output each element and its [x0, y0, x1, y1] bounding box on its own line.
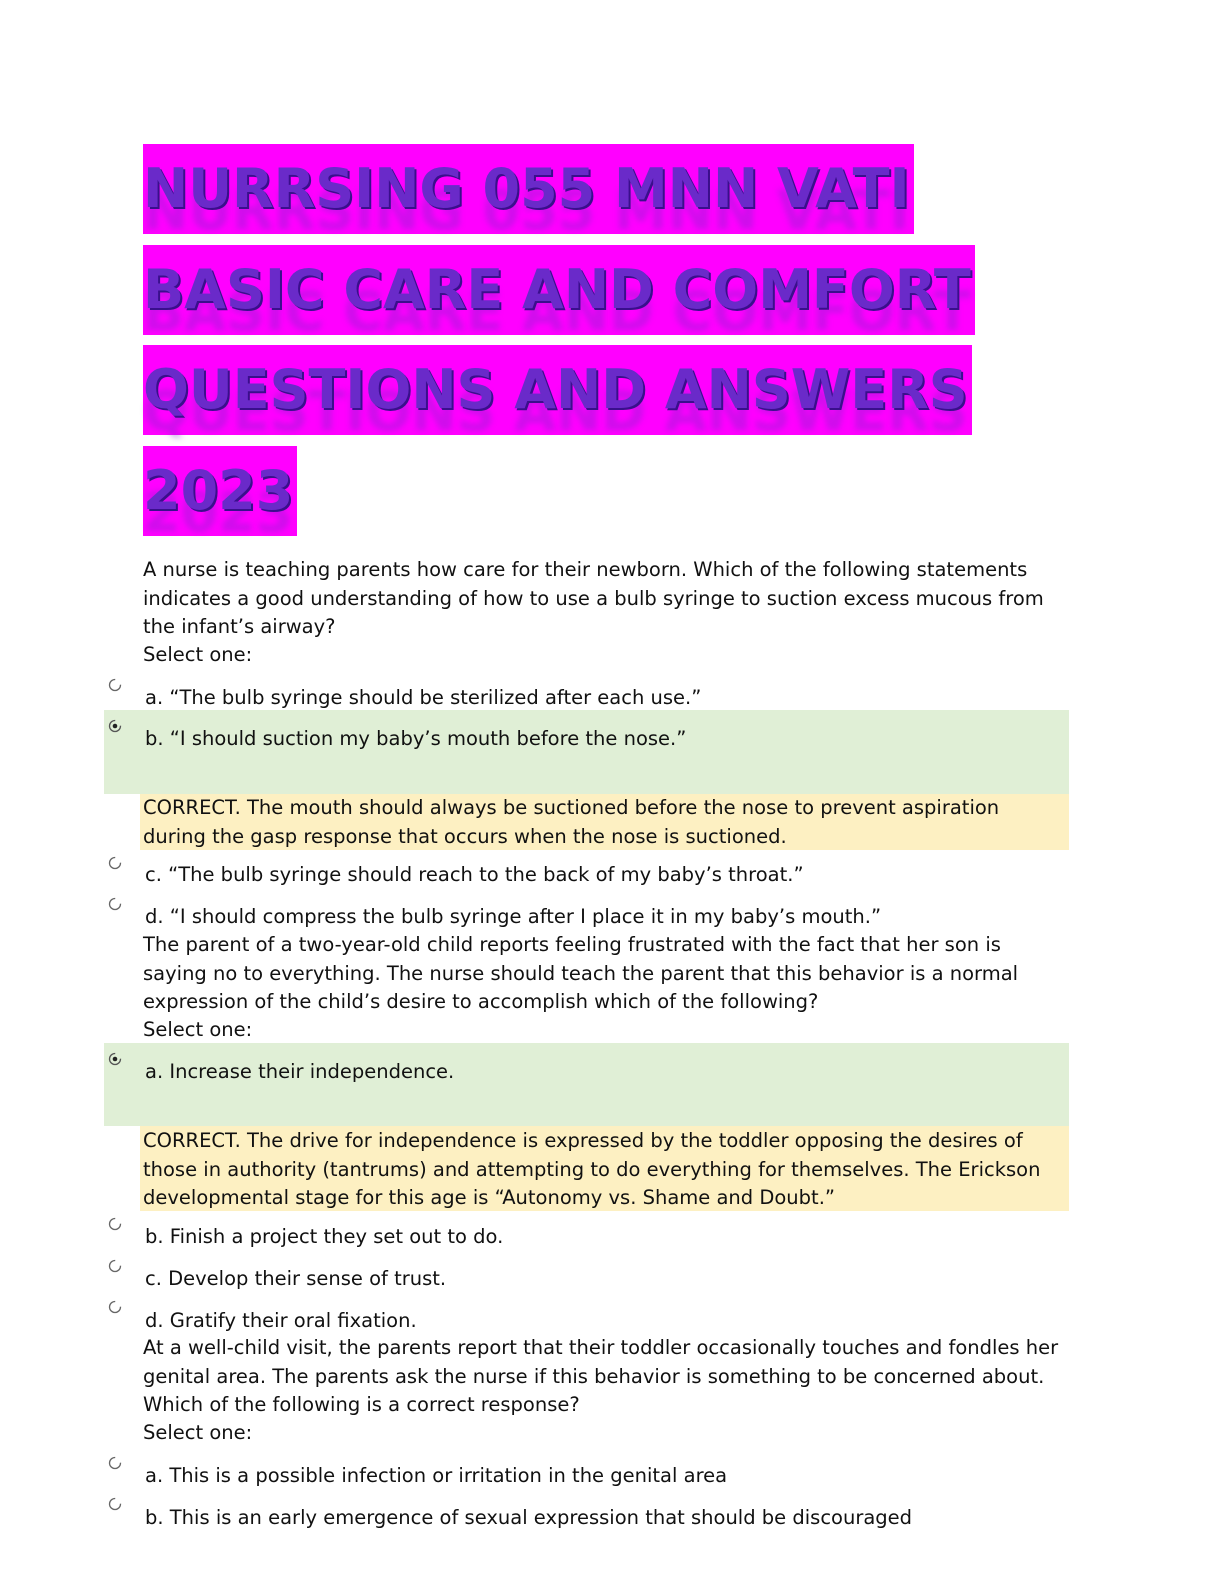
question-3-option-a[interactable]: a. This is a possible infection or irritation in the genital area: [145, 1464, 728, 1487]
question-3-stem: At a well-child visit, the parents report that their toddler occasionally touches and fondles her genital area. The parents ask the nurse if this behavior is something to be concerned about. Which of the following is a correct response?: [143, 1336, 1059, 1416]
question-1-option-d[interactable]: d. “I should compress the bulb syringe after I place it in my baby’s mouth.”: [145, 905, 882, 928]
question-2-option-a[interactable]: a. Increase their independence.: [145, 1060, 455, 1083]
radio-icon[interactable]: [108, 1259, 122, 1273]
title-line-4: 2023: [143, 446, 297, 536]
question-2-select-one: Select one:: [143, 1018, 253, 1041]
question-1-option-a[interactable]: a. “The bulb syringe should be sterilized after each use.”: [145, 686, 702, 709]
radio-icon[interactable]: [108, 1497, 122, 1511]
question-2-option-d[interactable]: d. Gratify their oral fixation.: [145, 1309, 417, 1332]
title-line-1: NURRSING 055 MNN VATI: [143, 144, 914, 234]
question-2-feedback: CORRECT. The drive for independence is expressed by the toddler opposing the desires of those in authority (tantrums) and attempting to do everything for themselves. The Erickson developmental stage for this age is “Autonomy vs. Shame and Doubt.”: [143, 1129, 1041, 1209]
question-1-option-c[interactable]: c. “The bulb syringe should reach to the back of my baby’s throat.”: [145, 863, 804, 886]
title-line-3: QUESTIONS AND ANSWERS: [143, 345, 972, 435]
question-1-feedback: CORRECT. The mouth should always be suctioned before the nose to prevent aspiration during the gasp response that occurs when the nose is suctioned.: [143, 796, 1000, 848]
radio-selected-icon[interactable]: [108, 719, 122, 733]
radio-selected-icon[interactable]: [108, 1052, 122, 1066]
question-2-stem: The parent of a two-year-old child reports feeling frustrated with the fact that her son is saying no to everything. The nurse should teach the parent that this behavior is a normal expression of the child’s desire to accomplish which of the following?: [143, 933, 1019, 1013]
radio-icon[interactable]: [108, 897, 122, 911]
radio-icon[interactable]: [108, 678, 122, 692]
question-2-option-c[interactable]: c. Develop their sense of trust.: [145, 1267, 447, 1290]
title-line-2: BASIC CARE AND COMFORT: [143, 245, 975, 335]
question-1-select-one: Select one:: [143, 643, 253, 666]
radio-icon[interactable]: [108, 1300, 122, 1314]
question-2-option-b[interactable]: b. Finish a project they set out to do.: [145, 1225, 504, 1248]
question-1-stem: A nurse is teaching parents how care for their newborn. Which of the following statements indicates a good understanding of how to use a bulb syringe to suction excess mucous from the infant’s airway?: [143, 558, 1044, 638]
radio-icon[interactable]: [108, 1217, 122, 1231]
question-1-option-b[interactable]: b. “I should suction my baby’s mouth before the nose.”: [145, 727, 687, 750]
radio-icon[interactable]: [108, 1456, 122, 1470]
radio-icon[interactable]: [108, 856, 122, 870]
question-3-select-one: Select one:: [143, 1421, 253, 1444]
question-3-option-b[interactable]: b. This is an early emergence of sexual expression that should be discouraged: [145, 1506, 913, 1529]
